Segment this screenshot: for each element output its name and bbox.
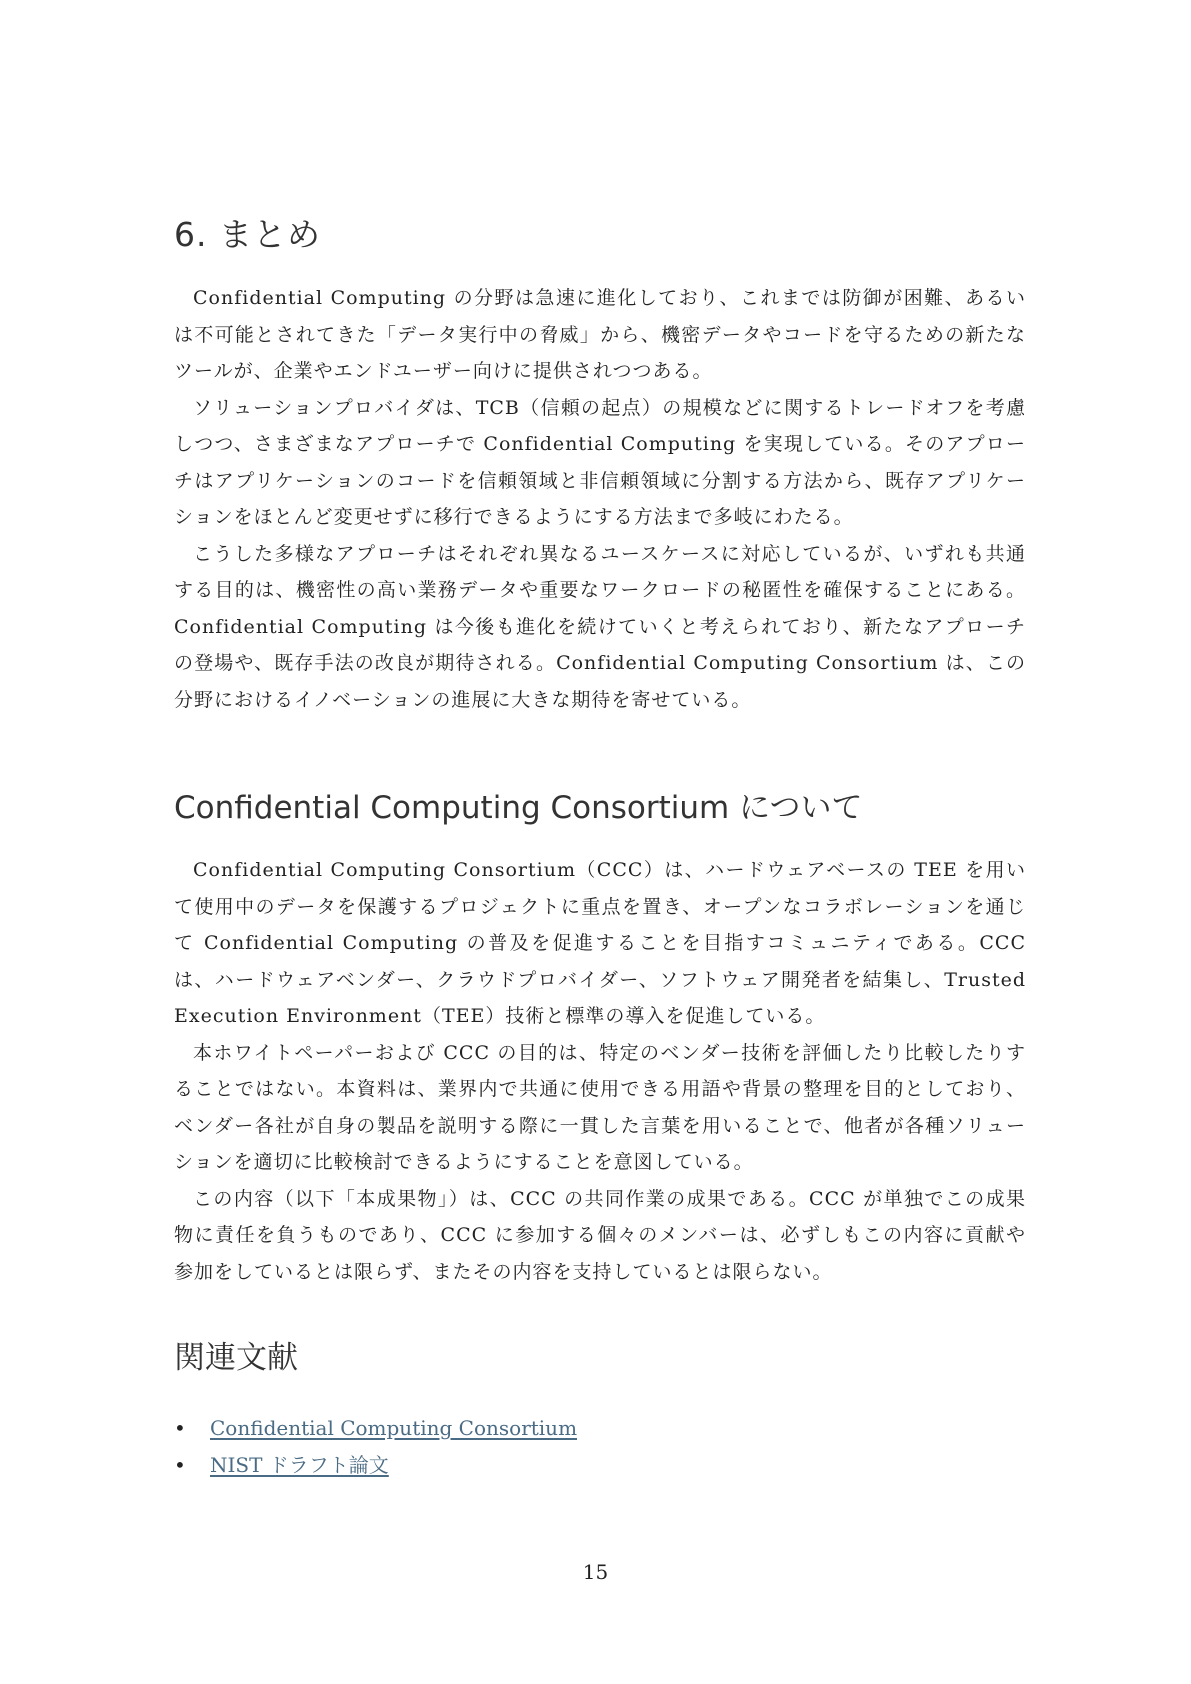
about-paragraph-1: Confidential Computing Consortium（CCC）は、ハードウェアベースの TEE を用いて使用中のデータを保護するプロジェクトに重点を置き、オープンなコラボレーションを通じて Confidential Computing の普及を促進することを目指すコミュニティである。CCC は、ハードウェアベンダー、クラウドプロバイダー、ソフトウェア開発者を結集し、Trusted Execution Environment（TEE）技術と標準の導入を促進している。 [174, 859, 1026, 1027]
link-confidential-computing-consortium[interactable]: Confidential Computing Consortium [210, 1416, 578, 1440]
section-6-paragraph-2: ソリューションプロバイダは、TCB（信頼の起点）の規模などに関するトレードオフを考慮しつつ、さまざまなアプローチで Confidential Computing を実現している。そのアプローチはアプリケーションのコードを信頼領域と非信頼領域に分割する方法から、既存アプリケーションをほとんど変更せずに移行できるようにする方法まで多岐にわたる。 [174, 396, 1026, 528]
about-paragraph-3: この内容（以下「本成果物」）は、CCC の共同作業の成果である。CCC が単独でこの成果物に責任を負うものであり、CCC に参加する個々のメンバーは、必ずしもこの内容に貢献や参加をしているとは限らず、またその内容を支持しているとは限らない。 [174, 1187, 1026, 1283]
section-6-heading: 6. まとめ [174, 215, 321, 254]
about-ccc-heading: Confidential Computing Consortium について [174, 790, 863, 826]
reference-item-nist [174, 1447, 1026, 1484]
about-ccc-body [174, 852, 1026, 1290]
section-6-paragraph-1: Confidential Computing の分野は急速に進化しており、これまでは防御が困難、あるいは不可能とされてきた「データ実行中の脅威」から、機密データやコードを守るための新たなツールが、企業やエンドユーザー向けに提供されつつある。 [174, 287, 1026, 382]
page-number: 15 [582, 1560, 609, 1584]
page-content [174, 200, 1026, 1484]
section-6-body [174, 280, 1026, 718]
link-nist-draft-paper[interactable]: NIST ドラフト論文 [210, 1453, 389, 1477]
about-paragraph-2: 本ホワイトペーパーおよび CCC の目的は、特定のベンダー技術を評価したり比較したりすることではない。本資料は、業界内で共通に使用できる用語や背景の整理を目的としており、ベンダー各社が自身の製品を説明する際に一貫した言葉を用いることで、他者が各種ソリューションを適切に比較検討できるようにすることを意図している。 [174, 1041, 1026, 1173]
reference-item-ccc [174, 1410, 1026, 1447]
references-list [174, 1410, 1026, 1484]
references-heading: 関連文献 [174, 1340, 298, 1376]
section-6-paragraph-3: こうした多様なアプローチはそれぞれ異なるユースケースに対応しているが、いずれも共通する目的は、機密性の高い業務データや重要なワークロードの秘匿性を確保することにある。Confidential Computing は今後も進化を続けていくと考えられており、新たなアプローチの登場や、既存手法の改良が期待される。Confidential Computing Consortium は、この分野におけるイノベーションの進展に大きな期待を寄せている。 [174, 542, 1026, 711]
